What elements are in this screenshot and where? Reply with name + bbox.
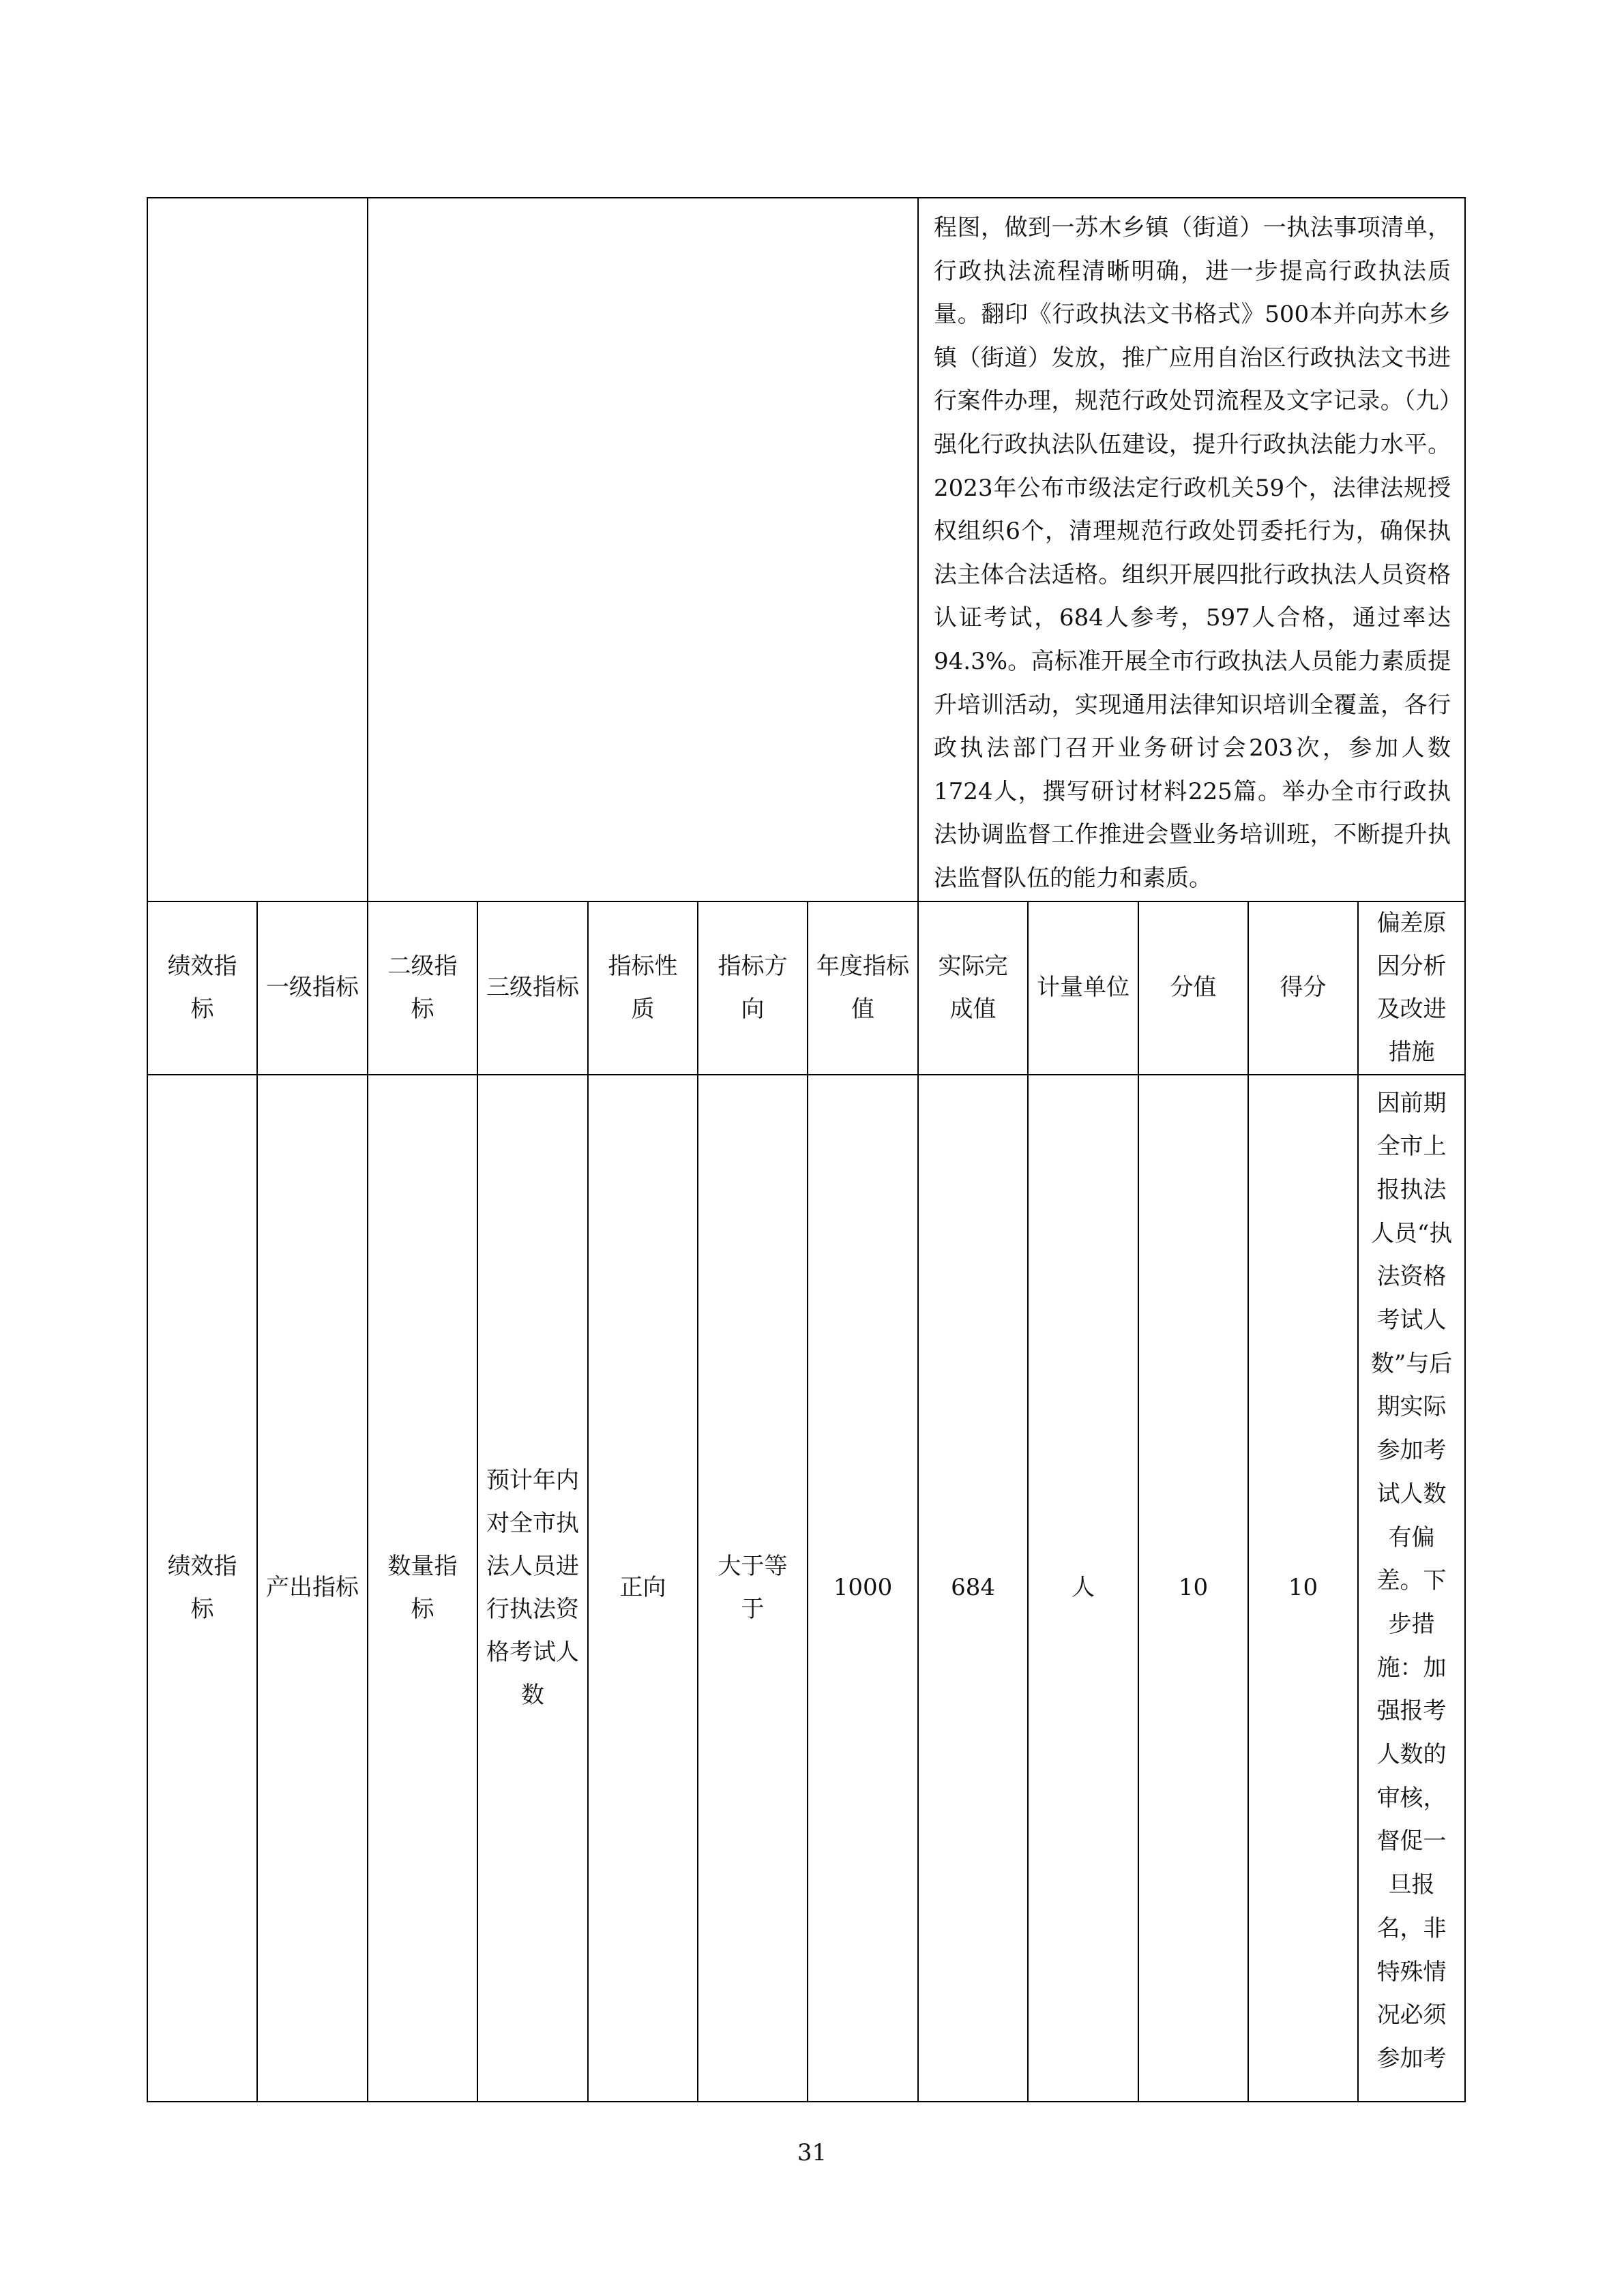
header-cell: 二级指标: [368, 901, 477, 1075]
continuation-empty-cell-2: [368, 198, 918, 901]
table-row: [147, 1075, 1465, 2102]
header-cell: 一级指标: [257, 901, 368, 1075]
unit-cell: 人: [1028, 1075, 1138, 2102]
remarks-cell: 因前期全市上报执法人员“执法资格考试人数”与后期实际参加考试人数有偏差。下步措施：加强报考人数的审核，督促一旦报名，非特殊情况必须参加考: [1358, 1075, 1465, 2102]
header-cell: 偏差原因分析及改进措施: [1358, 901, 1465, 1075]
level1-cell: 产出指标: [257, 1075, 368, 2102]
header-cell: 分值: [1138, 901, 1248, 1075]
level2-cell: 数量指标: [368, 1075, 477, 2102]
nature-cell: 正向: [588, 1075, 698, 2102]
performance-table: [147, 197, 1466, 2102]
header-cell: 年度指标值: [808, 901, 918, 1075]
performance-cell: 绩效指标: [147, 1075, 257, 2102]
header-cell: 绩效指标: [147, 901, 257, 1075]
header-cell: 实际完成值: [918, 901, 1028, 1075]
header-cell: 计量单位: [1028, 901, 1138, 1075]
header-cell: 得分: [1248, 901, 1358, 1075]
actual-cell: 684: [918, 1075, 1028, 2102]
continuation-row: [147, 198, 1465, 901]
header-cell: 指标性质: [588, 901, 698, 1075]
continuation-empty-cell-1: [147, 198, 368, 901]
score-value-cell: 10: [1138, 1075, 1248, 2102]
continuation-text: 程图，做到一苏木乡镇（街道）一执法事项清单，行政执法流程清晰明确，进一步提高行政执法质量。翻印《行政执法文书格式》500本并向苏木乡镇（街道）发放，推广应用自治区行政执法文书进行案件办理，规范行政处罚流程及文字记录。（九）强化行政执法队伍建设，提升行政执法能力水平。2023年公布市级法定行政机关59个，法律法规授权组织6个，清理规范行政处罚委托行为，确保执法主体合法适格。组织开展四批行政执法人员资格认证考试，684人参考，597人合格，通过率达94.3%。高标准开展全市行政执法人员能力素质提升培训活动，实现通用法律知识培训全覆盖，各行政执法部门召开业务研讨会203次，参加人数1724人，撰写研讨材料225篇。举办全市行政执法协调监督工作推进会暨业务培训班，不断提升执法监督队伍的能力和素质。: [934, 214, 1451, 892]
continuation-text-cell: [918, 198, 1465, 901]
page-number: 31: [797, 2139, 827, 2166]
level3-cell: 预计年内对全市执法人员进行执法资格考试人数: [477, 1075, 588, 2102]
header-row: [147, 901, 1465, 1075]
score-cell: 10: [1248, 1075, 1358, 2102]
direction-cell: 大于等于: [698, 1075, 808, 2102]
header-cell: 指标方向: [698, 901, 808, 1075]
header-cell: 三级指标: [477, 901, 588, 1075]
target-cell: 1000: [808, 1075, 918, 2102]
